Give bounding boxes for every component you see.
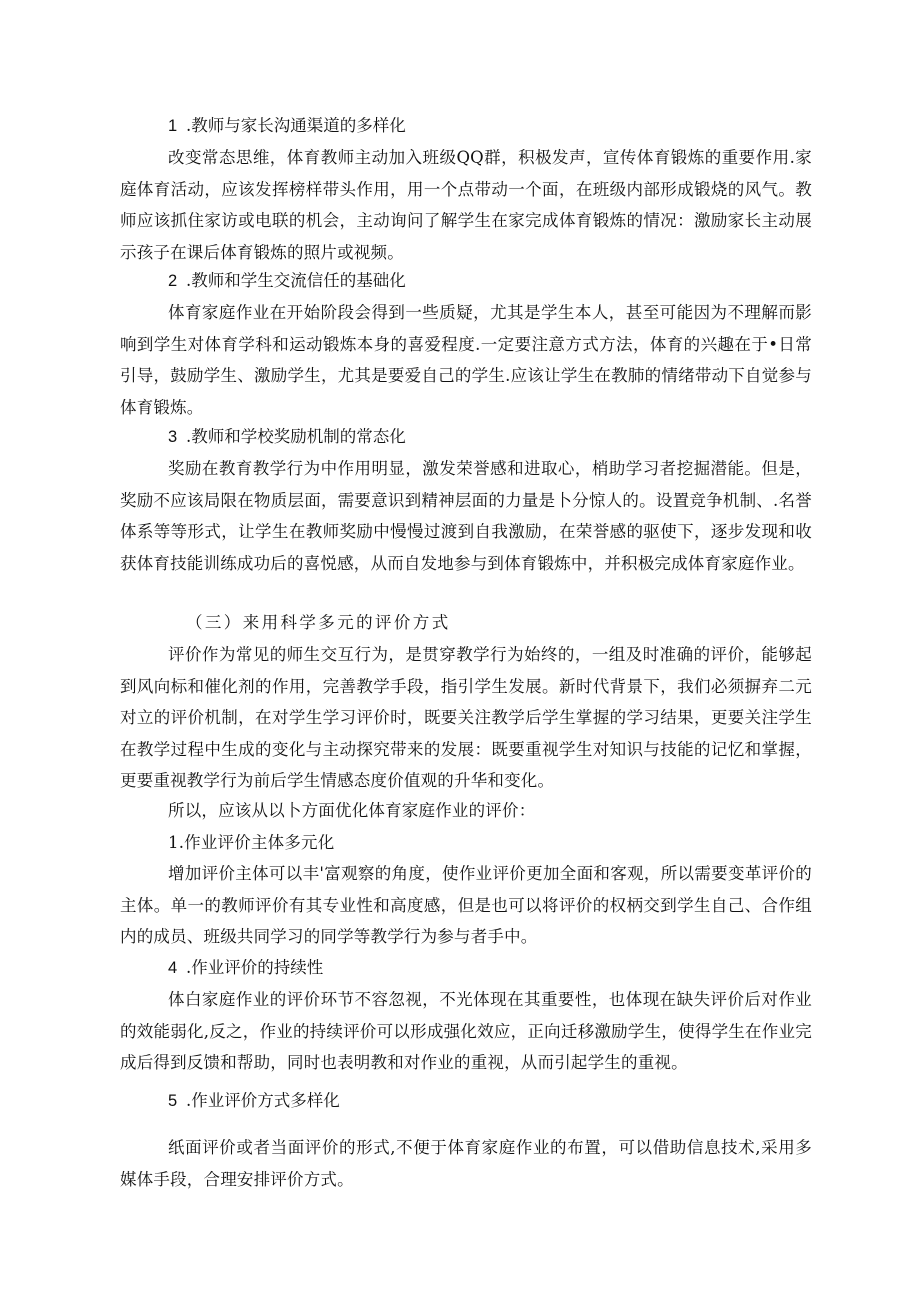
heading-number: 3	[168, 428, 178, 446]
heading-text: .教师与家长沟通渠道的多样化	[186, 116, 406, 135]
paragraph-7: 增加评价主体可以丰'富观察的角度，使作业评价更加全面和客观，所以需要变革评价的主体。单一的教师评价有其专业性和高度感，但是也可以将评价的权柄交到学生自己、合作组内的成员、班级共同学习的同学等教学行为参与者手中。	[120, 864, 812, 946]
heading-number: 5	[168, 1092, 178, 1110]
subheading-1	[0, 110, 920, 143]
paragraph-2: 体育家庭作业在开始阶段会得到一些质疑，尤其是学生本人，甚至可能因为不理解而影响到学生对体育学科和运动锻炼本身的喜爱程度.一定要注意方式方法，体育的兴趣在于•日常引导，鼓励学生、激励学生，尤其是要爱自己的学生.应该让学生在教肺的情绪带动下自觉参与体育锻炼。	[120, 303, 812, 417]
subheading-4	[0, 952, 920, 985]
heading-number: 4	[168, 959, 178, 977]
section-heading-3: （三）来用科学多元的评价方式	[186, 613, 451, 632]
subheading-5	[0, 1085, 920, 1118]
heading-text: .作业评价的持续性	[186, 958, 324, 977]
paragraph-9: 纸面评价或者当面评价的形式,不便于体育家庭作业的布置，可以借助信息技术,采用多媒体手段，合理安排评价方式。	[120, 1138, 812, 1189]
subheading-3	[0, 421, 920, 454]
paragraph-5: 所以，应该从以卜方面优化体育家庭作业的评价：	[168, 801, 536, 820]
paragraph-8: 体白家庭作业的评价环节不容忽视，不光体现在其重要性，也体现在缺失评价后对作业的效能弱化,反之，作业的持续评价可以形成强化效应，正向迁移激励学生，使得学生在作业完成后得到反馈和帮助，同时也表明教和对作业的重视，从而引起学生的重视。	[120, 990, 812, 1072]
paragraph-3: 奖励在教育教学行为中作用明显，激发荣誉感和进取心，梢助学习者挖掘潜能。但是，奖励不应该局限在物质层面，需要意识到精神层面的力量是卜分惊人的。设置竞争机制、.名誉体系等等形式，让学生在教师奖励中慢慢过渡到自我激励，在荣誉感的驱使下，逐步发现和收获体育技能训练成功后的喜悦感，从而自发地参与到体育锻炼中，并积极完成体育家庭作业。	[120, 459, 812, 573]
paragraph-6: 1.作业评价主体多元化	[168, 833, 335, 852]
heading-text: .作业评价方式多样化	[186, 1091, 340, 1110]
heading-text: .教师和学校奖励机制的常态化	[186, 427, 406, 446]
subheading-2	[0, 265, 920, 298]
paragraph-4: 评价作为常见的师生交互行为，是贯穿教学行为始终的，一组及时准确的评价，能够起到风向标和催化剂的作用，完善教学手段，指引学生发展。新时代背景下，我们必须摒弃二元对立的评价机制，在对学生学习评价时，既要关注教学后学生掌握的学习结果，更要关注学生在教学过程中生成的变化与主动探究带来的发展：既要重视学生对知识与技能的记忆和掌握，更要重视教学行为前后学生情感态度价值观的升华和变化。	[120, 645, 812, 790]
heading-number: 1	[168, 117, 178, 135]
paragraph-1: 改变常态思维，体育教师主动加入班级QQ群，积极发声，宣传体育锻炼的重要作用.家庭体育活动，应该发挥榜样带头作用，用一个点带动一个面，在班级内部形成锻烧的风气。教师应该抓住家访或电联的机会，主动询问了解学生在家完成体育锻炼的情况：激励家长主动展示孩子在课后体育锻炼的照片或视频。	[120, 148, 812, 262]
heading-text: .教师和学生交流信任的基础化	[186, 271, 406, 290]
heading-number: 2	[168, 272, 178, 290]
